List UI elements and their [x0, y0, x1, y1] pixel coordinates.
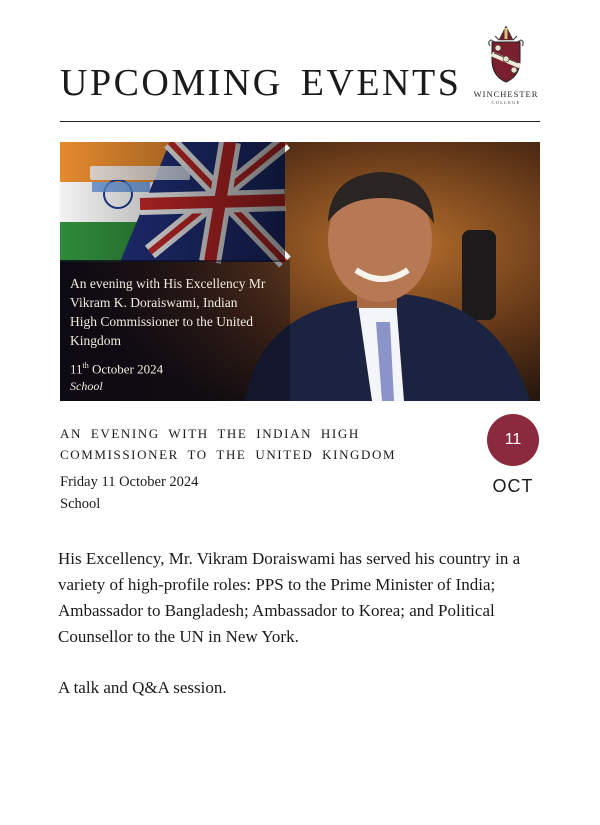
college-logo [470, 24, 542, 114]
banner-line: Kingdom [70, 333, 122, 348]
event-venue: School [60, 496, 101, 512]
banner-line: An evening with His Excellency Mr [70, 276, 266, 291]
banner-line: Vikram K. Doraiswami, Indian [70, 295, 238, 310]
page-title: UPCOMING EVENTS [60, 62, 462, 104]
date-badge-month: OCT [492, 476, 534, 496]
banner-date [70, 361, 290, 377]
banner-date-rest: October 2024 [92, 361, 164, 377]
logo-subtitle: COLLEGE [491, 100, 521, 105]
event-banner-image [60, 142, 540, 401]
logo-name: WINCHESTER [473, 89, 539, 99]
event-title: AN EVENING WITH THE INDIAN HIGH COMMISSIONER TO THE UNITED KINGDOM [60, 426, 397, 462]
event-date: Friday 11 October 2024 [60, 474, 199, 490]
banner-caption [60, 260, 290, 401]
event-note: A talk and Q&A session. [58, 678, 227, 697]
crest-icon [483, 24, 529, 86]
banner-line: High Commissioner to the United [70, 314, 253, 329]
banner-date-day: 11 [70, 361, 83, 377]
date-badge: 11 [487, 414, 539, 466]
header-divider [60, 121, 540, 122]
banner-date-suffix: th [82, 361, 89, 370]
event-description: His Excellency, Mr. Vikram Doraiswami has served his country in a variety of high-profile roles: PPS to the Prime Minister of India; Ambassador to Bangladesh; Ambassador to Korea; and Political Counsellor to the UN in New York. [58, 549, 521, 646]
banner-venue: School [70, 379, 103, 394]
